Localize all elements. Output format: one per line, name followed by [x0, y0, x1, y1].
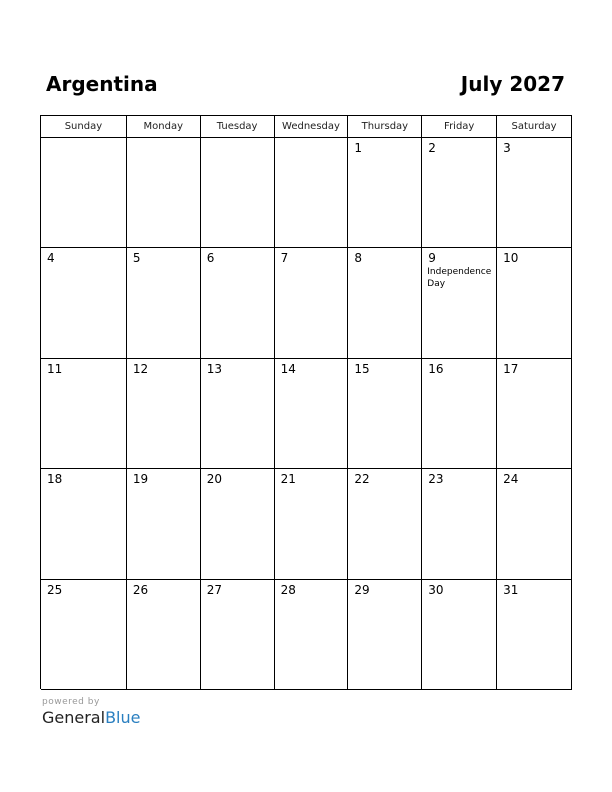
day-number: 4 [47, 251, 55, 266]
brand-blue: Blue [105, 708, 141, 727]
day-number: 7 [280, 251, 289, 266]
day-cell [275, 580, 349, 690]
day-cell [275, 359, 349, 469]
day-cell [275, 248, 349, 358]
day-number: 28 [280, 582, 296, 597]
day-cell [201, 580, 275, 690]
week-row-5 [41, 580, 572, 690]
day-number: 11 [47, 361, 63, 376]
day-cell [41, 138, 127, 248]
weekday-tuesday: Tuesday [201, 116, 275, 138]
day-cell [127, 469, 201, 579]
week-row-4 [41, 469, 572, 579]
day-number: 24 [503, 472, 519, 487]
day-number: 17 [503, 361, 519, 376]
day-cell [497, 469, 572, 579]
day-number: 5 [132, 251, 141, 266]
day-number: 29 [354, 582, 370, 597]
day-number: 19 [132, 472, 149, 487]
day-cell [201, 469, 275, 579]
day-number: 16 [428, 361, 444, 376]
day-number: 30 [428, 582, 444, 597]
day-number: 6 [206, 251, 215, 266]
day-cell [497, 248, 572, 358]
day-cell [275, 469, 349, 579]
day-cell [127, 580, 201, 690]
day-cell [127, 248, 201, 358]
day-number: 21 [280, 472, 296, 487]
calendar-grid [40, 115, 572, 689]
day-cell [41, 469, 127, 579]
day-cell [348, 248, 422, 358]
day-number: 31 [503, 582, 519, 597]
footer-branding [42, 697, 140, 727]
day-number: 14 [280, 361, 296, 376]
holiday-label: Independence Day [427, 267, 492, 290]
day-cell [497, 359, 572, 469]
day-number: 23 [428, 472, 444, 487]
day-number: 15 [354, 361, 370, 376]
day-number: 26 [132, 582, 149, 597]
day-number: 2 [428, 141, 436, 155]
day-cell [41, 580, 127, 690]
month-year-title: July 2027 [460, 72, 565, 96]
weekday-sunday: Sunday [41, 116, 127, 138]
day-cell [201, 248, 275, 358]
weekday-thursday: Thursday [348, 116, 422, 138]
day-number: 10 [503, 251, 519, 266]
generalblue-logo[interactable] [42, 708, 140, 727]
day-cell [422, 580, 497, 690]
week-row-2 [41, 248, 572, 358]
country-title: Argentina [46, 72, 158, 96]
day-cell [422, 138, 497, 248]
day-cell [41, 359, 127, 469]
weekday-wednesday: Wednesday [275, 116, 349, 138]
day-number: 9 [428, 251, 436, 266]
day-number: 27 [206, 582, 222, 597]
day-cell [127, 138, 201, 248]
day-cell [348, 469, 422, 579]
day-number: 20 [206, 472, 222, 487]
day-cell [497, 138, 572, 248]
weekday-monday: Monday [127, 116, 201, 138]
day-cell [422, 469, 497, 579]
day-cell [422, 248, 497, 358]
week-row-1 [41, 138, 572, 248]
weekday-friday: Friday [422, 116, 497, 138]
day-number: 12 [132, 361, 149, 376]
day-number: 13 [206, 361, 222, 376]
powered-by-text: powered by [42, 697, 100, 707]
weekday-saturday: Saturday [497, 116, 572, 138]
day-cell [201, 359, 275, 469]
day-cell [41, 248, 127, 358]
day-number: 1 [354, 141, 363, 155]
day-cell [348, 359, 422, 469]
day-number: 18 [47, 472, 63, 487]
day-number: 25 [47, 582, 63, 597]
day-cell [497, 580, 572, 690]
day-cell [127, 359, 201, 469]
day-cell [422, 359, 497, 469]
weekday-header-row [41, 116, 572, 138]
day-number: 8 [354, 251, 363, 266]
day-cell [275, 138, 349, 248]
day-number: 22 [354, 472, 370, 487]
day-number: 3 [503, 141, 511, 155]
day-cell [201, 138, 275, 248]
brand-general: General [42, 708, 106, 727]
day-cell [348, 138, 422, 248]
day-cell [348, 580, 422, 690]
week-row-3 [41, 359, 572, 469]
